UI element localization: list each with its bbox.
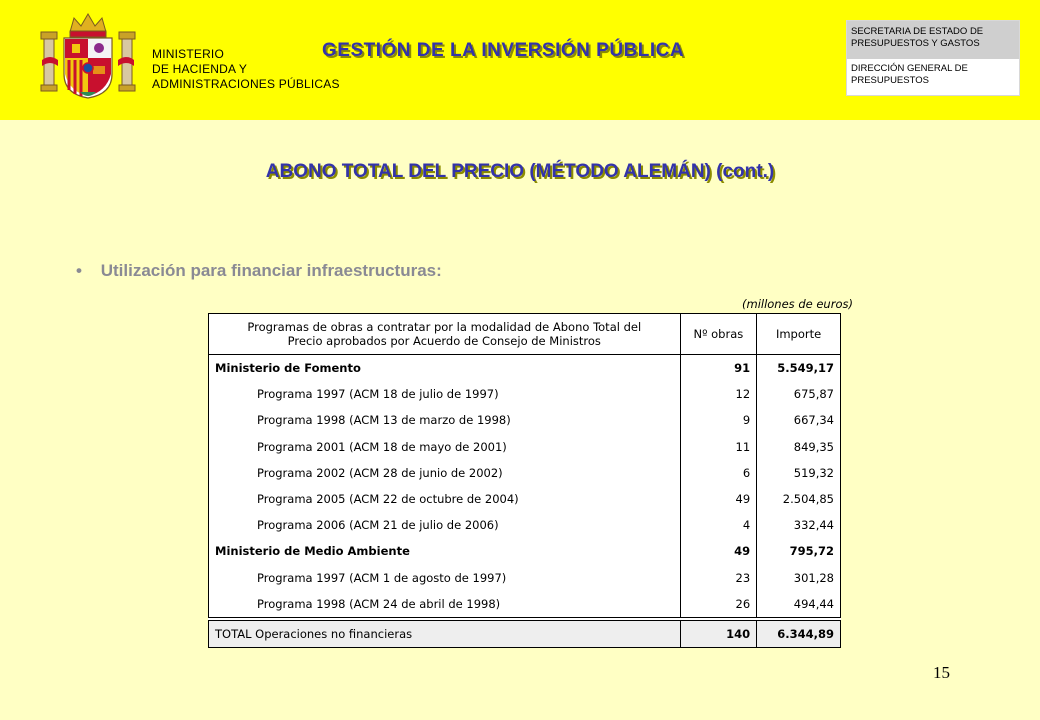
total-amount: 6.344,89 [757, 620, 841, 647]
row-label: Programa 1998 (ACM 24 de abril de 1998) [209, 591, 681, 618]
table-group-row [209, 355, 841, 382]
bullet-marker: • [76, 261, 82, 280]
row-amount: 667,34 [757, 407, 841, 433]
row-works: 9 [680, 407, 757, 433]
row-label: Ministerio de Fomento [209, 355, 681, 382]
row-label: Programa 1997 (ACM 18 de julio de 1997) [209, 381, 681, 407]
agency-box [846, 20, 1020, 96]
row-amount: 2.504,85 [757, 486, 841, 512]
bullet-text: Utilización para financiar infraestructuras: [100, 261, 442, 280]
ministry-line: ADMINISTRACIONES PÚBLICAS [152, 77, 340, 91]
row-label: Programa 2005 (ACM 22 de octubre de 2004) [209, 486, 681, 512]
table-row [209, 407, 841, 433]
ministry-line: DE HACIENDA Y [152, 62, 248, 76]
row-works: 6 [680, 460, 757, 486]
total-works: 140 [680, 620, 757, 647]
row-label: Programa 1998 (ACM 13 de marzo de 1998) [209, 407, 681, 433]
row-works: 91 [680, 355, 757, 382]
row-label: Programa 1997 (ACM 1 de agosto de 1997) [209, 565, 681, 591]
row-works: 49 [680, 538, 757, 564]
slide-title: ABONO TOTAL DEL PRECIO (MÉTODO ALEMÁN) (cont.) [265, 161, 775, 182]
table-total-row [209, 620, 841, 647]
row-works: 23 [680, 565, 757, 591]
row-works: 49 [680, 486, 757, 512]
total-label: TOTAL Operaciones no financieras [209, 620, 681, 647]
programs-table [208, 313, 841, 648]
ministry-line: MINISTERIO [152, 47, 225, 61]
ministry-name [152, 47, 340, 92]
row-works: 4 [680, 512, 757, 538]
row-label: Programa 2001 (ACM 18 de mayo de 2001) [209, 434, 681, 460]
row-label: Programa 2006 (ACM 21 de julio de 2006) [209, 512, 681, 538]
header-bar [0, 0, 1040, 120]
header-amount: Importe [757, 314, 841, 355]
row-amount: 332,44 [757, 512, 841, 538]
row-label: Ministerio de Medio Ambiente [209, 538, 681, 564]
table-row [209, 565, 841, 591]
row-amount: 675,87 [757, 381, 841, 407]
header-programs [209, 314, 681, 355]
row-amount: 5.549,17 [757, 355, 841, 382]
row-works: 12 [680, 381, 757, 407]
row-amount: 301,28 [757, 565, 841, 591]
row-amount: 494,44 [757, 591, 841, 618]
agency-directorate: DIRECCIÓN GENERAL DE PRESUPUESTOS [851, 63, 968, 86]
row-amount: 795,72 [757, 538, 841, 564]
row-amount: 849,35 [757, 434, 841, 460]
table-row [209, 381, 841, 407]
agency-secretariat: SECRETARIA DE ESTADO DE PRESUPUESTOS Y GASTOS [847, 21, 1019, 59]
table-row [209, 460, 841, 486]
table-row [209, 434, 841, 460]
table-row [209, 486, 841, 512]
header-programs-line: Precio aprobados por Acuerdo de Consejo de Ministros [287, 334, 601, 348]
table-body [209, 355, 841, 618]
header-works: Nº obras [680, 314, 757, 355]
row-works: 26 [680, 591, 757, 618]
row-label: Programa 2002 (ACM 28 de junio de 2002) [209, 460, 681, 486]
row-works: 11 [680, 434, 757, 460]
row-amount: 519,32 [757, 460, 841, 486]
page-number: 15 [933, 663, 950, 682]
app-title: GESTIÓN DE LA INVERSIÓN PÚBLICA [322, 40, 685, 61]
bullet-item [76, 261, 442, 281]
header-programs-line: Programas de obras a contratar por la modalidad de Abono Total del [247, 320, 642, 334]
spanish-coat-of-arms-icon [40, 10, 136, 102]
table-row [209, 512, 841, 538]
units-note: (millones de euros) [742, 297, 853, 311]
table-header-row [209, 314, 841, 355]
table-group-row [209, 538, 841, 564]
table-row [209, 591, 841, 618]
